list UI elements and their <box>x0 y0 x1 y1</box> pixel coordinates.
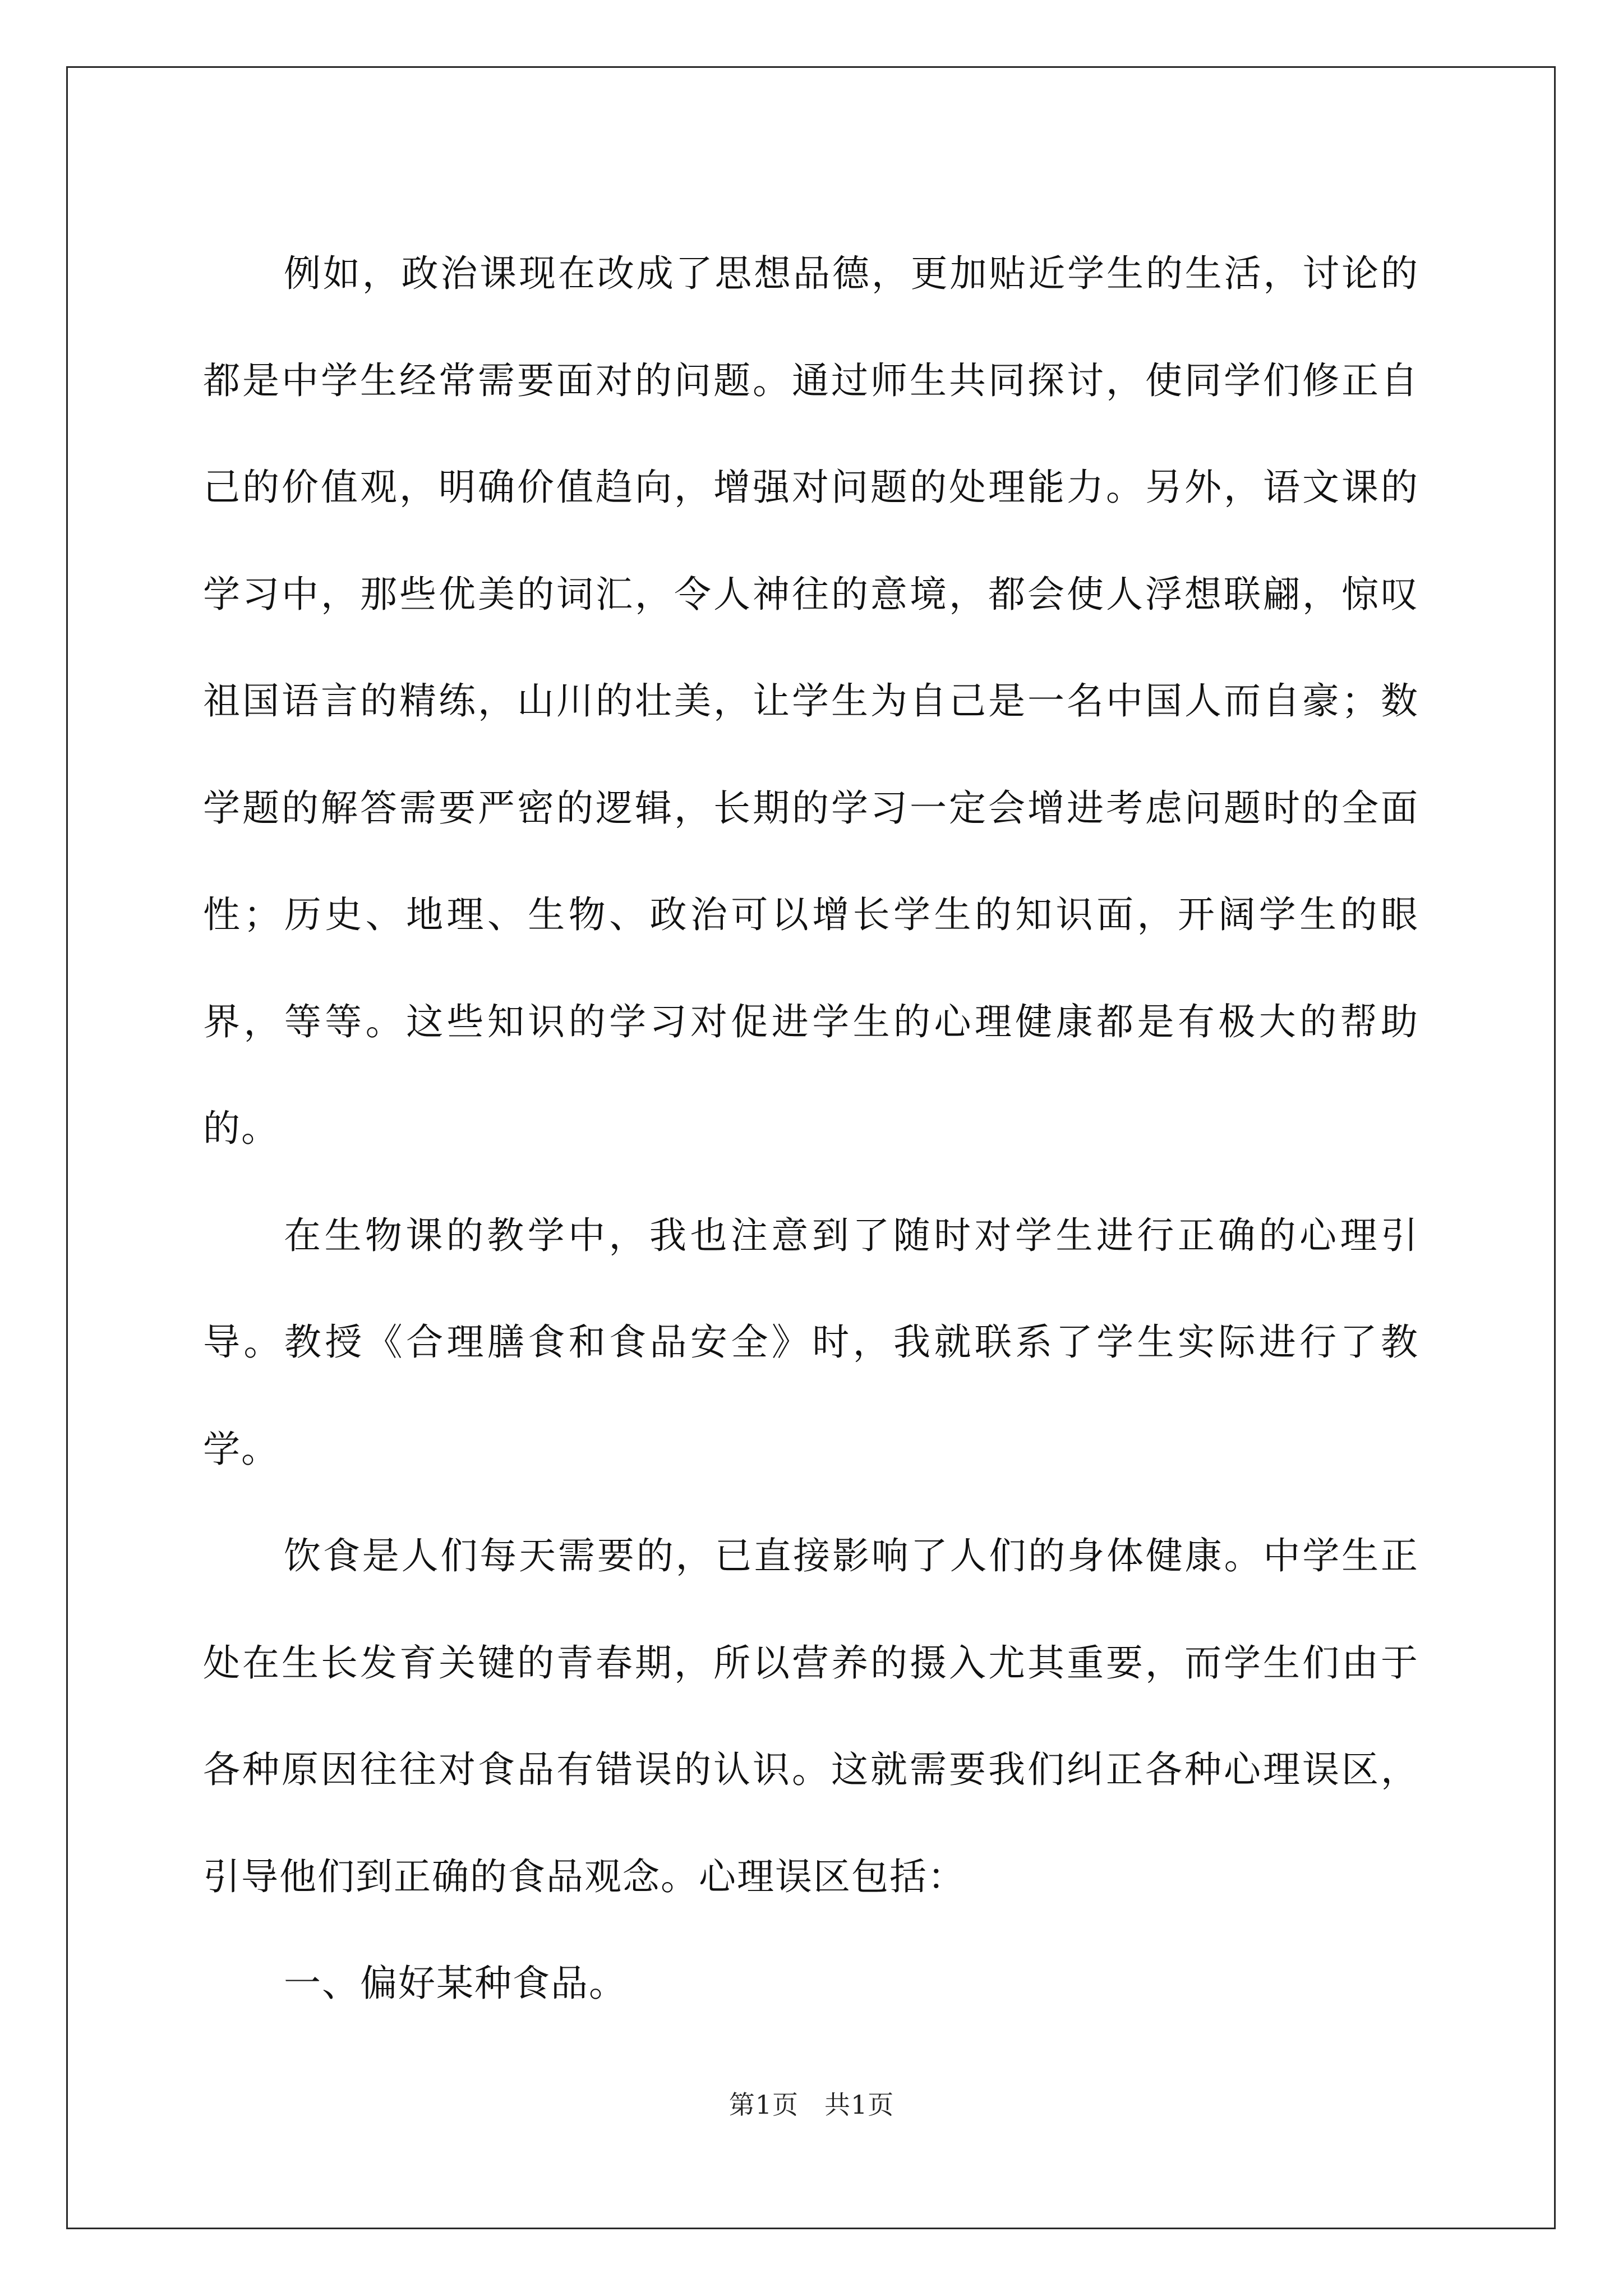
paragraph-item-one: 一、偏好某种食品。 <box>284 1962 627 2005</box>
document-body <box>203 220 1419 2037</box>
paragraph-subjects: 例如，政治课现在改成了思想品德，更加贴近学生的生活，讨论的都是中学生经常需要面对的问题。通过师生共同探讨，使同学们修正自己的价值观，明确价值趋向，增强对问题的处理能力。另外，语文课的学习中，那些优美的词汇，令人神往的意境，都会使人浮想联翩，惊叹祖国语言的精练，山川的壮美，让学生为自己是一名中国人而自豪；数学题的解答需要严密的逻辑，长期的学习一定会增进考虑问题时的全面性；历史、地理、生物、政治可以增长学生的知识面，开阔学生的眼界，等等。这些知识的学习对促进学生的心理健康都是有极大的帮助的。 <box>203 252 1419 1150</box>
page-number-total: 共1页 <box>824 2090 895 2120</box>
page-number-current: 第1页 <box>728 2090 799 2120</box>
paragraph-biology-teaching: 在生物课的教学中，我也注意到了随时对学生进行正确的心理引导。教授《合理膳食和食品安全》时，我就联系了学生实际进行了教学。 <box>203 1213 1419 1471</box>
page-footer <box>0 2085 1623 2122</box>
paragraph-diet: 饮食是人们每天需要的，已直接影响了人们的身体健康。中学生正处在生长发育关键的青春期，所以营养的摄入尤其重要，而学生们由于各种原因往往对食品有错误的认识。这就需要我们纠正各种心理误区，引导他们到正确的食品观念。心理误区包括： <box>203 1534 1419 1898</box>
